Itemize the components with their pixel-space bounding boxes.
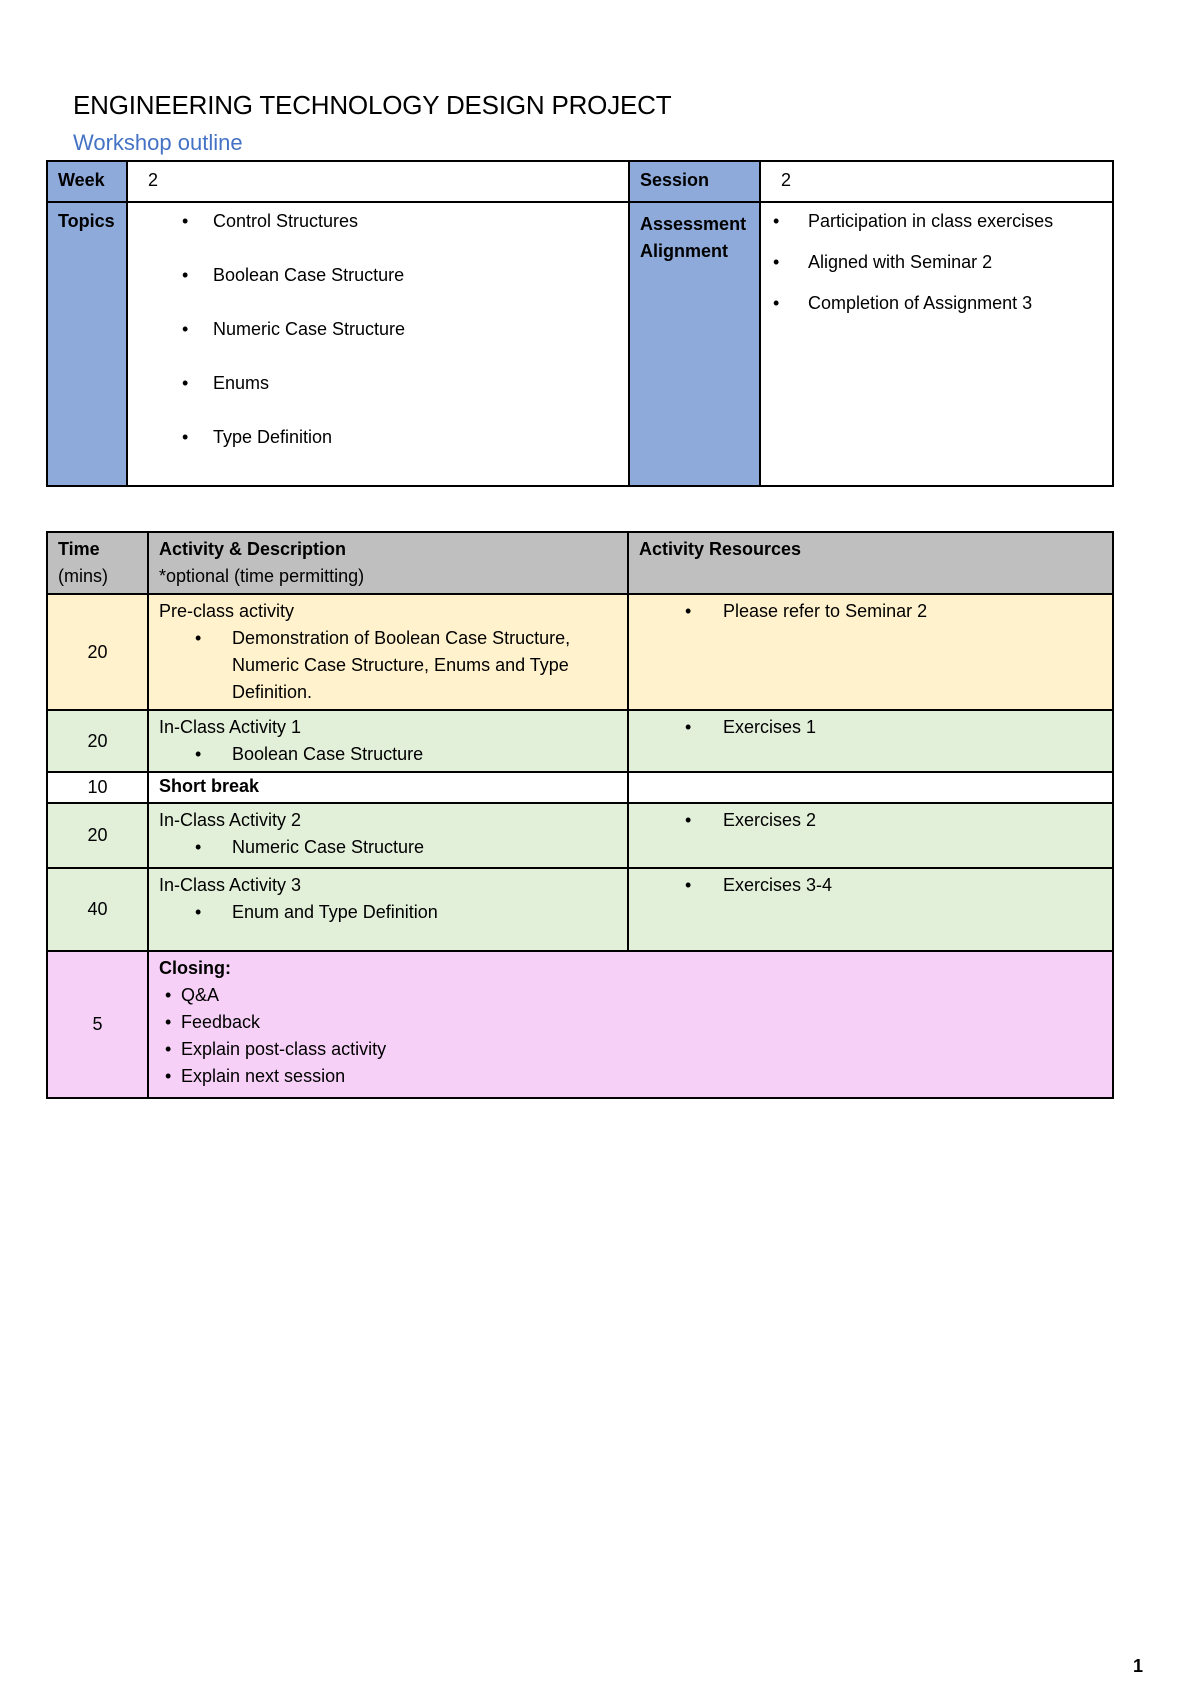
closing-item: • Explain next session: [159, 1063, 1102, 1090]
activity-cell: [148, 803, 628, 868]
table-row: [47, 868, 1113, 951]
assessment-cell: [760, 202, 1113, 486]
closing-item: • Feedback: [159, 1009, 1102, 1036]
activity-title: In-Class Activity 1: [159, 717, 302, 737]
topics-cell: [127, 202, 629, 486]
assessment-item: • Completion of Assignment 3: [765, 289, 1108, 317]
activity-bullet: • Numeric Case Structure: [159, 834, 617, 861]
resources-header: Activity Resources: [628, 532, 1113, 594]
table-row: [47, 710, 1113, 772]
time-cell: 5: [47, 951, 148, 1098]
resource-item: • Exercises 2: [639, 807, 1102, 834]
topics-list: [138, 207, 618, 459]
session-value: 2: [760, 161, 1113, 202]
table-row: [47, 803, 1113, 868]
closing-title: Closing:: [159, 958, 231, 978]
activity-bullet: • Boolean Case Structure: [159, 741, 617, 768]
assessment-list: [765, 207, 1108, 317]
activity-title: In-Class Activity 2: [159, 810, 302, 830]
activity-header-line1: Activity & Description: [159, 539, 347, 559]
activity-title: In-Class Activity 3: [159, 875, 302, 895]
assessment-item: • Participation in class exercises: [765, 207, 1108, 235]
activity-bullets: [159, 899, 617, 926]
closing-item: • Q&A: [159, 982, 1102, 1009]
resource-item: • Please refer to Seminar 2: [639, 598, 1102, 625]
time-cell: 20: [47, 594, 148, 710]
activity-table: [46, 531, 1114, 1099]
activity-header-line2: *optional (time permitting): [159, 566, 365, 586]
page-number: 1: [1132, 1656, 1143, 1676]
week-label: Week: [47, 161, 127, 202]
table-row: [47, 594, 1113, 710]
time-header-line1: Time: [58, 539, 100, 559]
activity-bullet: • Demonstration of Boolean Case Structure, Numeric Case Structure, Enums and Type Definition.: [159, 625, 617, 706]
resources-list: [639, 872, 1102, 899]
resource-item: • Exercises 1: [639, 714, 1102, 741]
activity-cell: [148, 710, 628, 772]
resources-list: [639, 714, 1102, 741]
time-cell: 10: [47, 772, 148, 803]
topics-label: Topics: [47, 202, 127, 486]
resources-cell: [628, 772, 1113, 803]
week-value: 2: [127, 161, 629, 202]
topic-item: • Type Definition: [138, 423, 618, 459]
activity-bullets: [159, 741, 617, 768]
resources-list: [639, 598, 1102, 625]
closing-list: [159, 982, 1102, 1090]
closing-cell: [148, 951, 1113, 1098]
resources-list: [639, 807, 1102, 834]
table-row: [47, 951, 1113, 1098]
resource-item: • Exercises 3-4: [639, 872, 1102, 899]
time-header: [47, 532, 148, 594]
activity-cell: [148, 868, 628, 951]
table-row: [47, 772, 1113, 803]
resources-cell: [628, 868, 1113, 951]
session-label: Session: [629, 161, 760, 202]
activity-bullets: [159, 834, 617, 861]
activity-bullet: • Enum and Type Definition: [159, 899, 617, 926]
activity-cell: Short break: [148, 772, 628, 803]
topic-item: • Control Structures: [138, 207, 618, 243]
activity-header-row: [47, 532, 1113, 594]
time-cell: 40: [47, 868, 148, 951]
page-title: ENGINEERING TECHNOLOGY DESIGN PROJECT: [73, 90, 672, 120]
time-header-line2: (mins): [58, 566, 108, 586]
time-cell: 20: [47, 803, 148, 868]
activity-bullets: [159, 625, 617, 706]
time-cell: 20: [47, 710, 148, 772]
topic-item: • Numeric Case Structure: [138, 315, 618, 351]
topic-item: • Enums: [138, 369, 618, 405]
resources-cell: [628, 803, 1113, 868]
assessment-item: • Aligned with Seminar 2: [765, 248, 1108, 276]
page-subtitle: Workshop outline: [73, 130, 243, 155]
assessment-label: Assessment Alignment: [629, 202, 760, 486]
closing-item: • Explain post-class activity: [159, 1036, 1102, 1063]
activity-title: Pre-class activity: [159, 601, 295, 621]
session-info-table: [46, 160, 1114, 487]
resources-cell: [628, 710, 1113, 772]
topic-item: • Boolean Case Structure: [138, 261, 618, 297]
activity-cell: [148, 594, 628, 710]
resources-cell: [628, 594, 1113, 710]
activity-header: [148, 532, 628, 594]
